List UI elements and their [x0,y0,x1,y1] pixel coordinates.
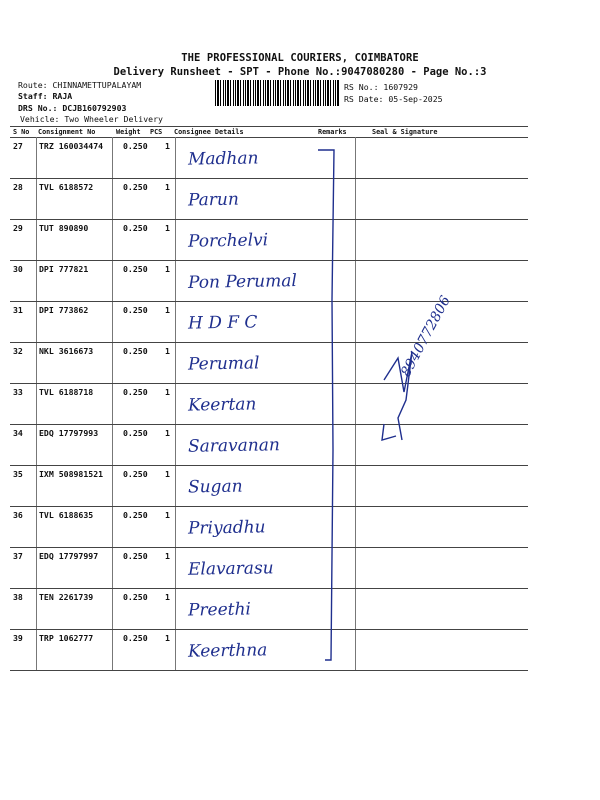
row-pcs: 1 [165,428,170,438]
row-weight: 0.250 [123,510,148,520]
row-consignment-no: EDQ 17797993 [39,428,99,438]
row-consignee-signature: Saravanan [187,435,280,457]
row-weight: 0.250 [123,551,148,561]
signature-phone: 8940772806 [398,293,454,380]
row-consignee-signature: Madhan [187,148,259,170]
col-header-seal: Seal & Signature [372,128,438,136]
row-pcs: 1 [165,387,170,397]
row-pcs: 1 [165,141,170,151]
row-sno: 34 [13,428,23,438]
row-consignee-signature: Keertan [187,394,257,416]
row-consignee-signature: H D F C [187,312,258,334]
row-consignee-signature: Preethi [187,599,252,621]
row-weight: 0.250 [123,469,148,479]
table-row [10,547,528,588]
table-row [10,383,528,424]
col-header-pcs: PCS [150,128,163,136]
row-weight: 0.250 [123,428,148,438]
table-top-border [10,126,528,127]
row-pcs: 1 [165,633,170,643]
row-weight: 0.250 [123,223,148,233]
route-label: Route: CHINNAMETTUPALAYAM [18,80,142,90]
row-consignment-no: EDQ 17797997 [39,551,99,561]
row-consignee-signature: Priyadhu [187,517,266,539]
table-row [10,506,528,547]
row-consignment-no: DPI 773862 [39,305,89,315]
row-consignment-no: TRP 1062777 [39,633,94,643]
drs-label: DRS No.: DCJB160792903 [18,103,127,113]
row-consignee-signature: Porchelvi [187,230,269,252]
col-header-consignment: Consignment No [38,128,96,136]
row-consignee-signature: Perumal [187,353,260,375]
row-weight: 0.250 [123,387,148,397]
row-consignment-no: TUT 890890 [39,223,89,233]
table-row [10,260,528,301]
row-pcs: 1 [165,305,170,315]
row-pcs: 1 [165,469,170,479]
row-sno: 39 [13,633,23,643]
document-title: THE PROFESSIONAL COURIERS, COIMBATORE [181,52,419,64]
table-row [10,629,528,670]
row-sno: 29 [13,223,23,233]
row-consignee-signature: Keerthna [187,640,268,662]
row-pcs: 1 [165,346,170,356]
table-row [10,465,528,506]
table-row [10,424,528,465]
row-weight: 0.250 [123,346,148,356]
table-row [10,178,528,219]
vehicle-label: Vehicle: Two Wheeler Delivery [20,114,163,124]
row-consignee-signature: Parun [187,189,240,211]
row-pcs: 1 [165,223,170,233]
row-sno: 30 [13,264,23,274]
table-row [10,588,528,629]
row-pcs: 1 [165,551,170,561]
col-header-sno: S No [13,128,30,136]
row-pcs: 1 [165,592,170,602]
row-consignment-no: NKL 3616673 [39,346,94,356]
table-row [10,342,528,383]
row-consignment-no: TVL 6188635 [39,510,94,520]
row-sno: 38 [13,592,23,602]
row-border [10,670,528,671]
col-header-consignee: Consignee Details [174,128,244,136]
row-weight: 0.250 [123,592,148,602]
row-pcs: 1 [165,510,170,520]
row-sno: 32 [13,346,23,356]
row-consignment-no: DPI 777821 [39,264,89,274]
row-sno: 28 [13,182,23,192]
barcode [215,80,339,106]
staff-label: Staff: RAJA [18,91,73,101]
row-pcs: 1 [165,182,170,192]
row-consignee-signature: Elavarasu [187,558,274,580]
row-consignment-no: IXM 508981521 [39,469,104,479]
table-row [10,137,528,178]
row-consignee-signature: Pon Perumal [187,271,298,293]
row-consignee-signature: Sugan [187,476,243,498]
row-consignment-no: TVL 6188718 [39,387,94,397]
row-sno: 37 [13,551,23,561]
table-row [10,219,528,260]
row-consignment-no: TVL 6188572 [39,182,94,192]
row-weight: 0.250 [123,182,148,192]
row-sno: 35 [13,469,23,479]
row-weight: 0.250 [123,264,148,274]
row-consignment-no: TEN 2261739 [39,592,94,602]
row-sno: 27 [13,141,23,151]
rs-date: RS Date: 05-Sep-2025 [344,94,443,104]
row-weight: 0.250 [123,141,148,151]
rs-number: RS No.: 1607929 [344,82,418,92]
col-header-weight: Weight [116,128,141,136]
row-weight: 0.250 [123,305,148,315]
row-consignment-no: TRZ 160034474 [39,141,104,151]
row-pcs: 1 [165,264,170,274]
row-sno: 36 [13,510,23,520]
document-subtitle: Delivery Runsheet - SPT - Phone No.:9047080280 - Page No.:3 [113,66,487,78]
row-sno: 33 [13,387,23,397]
col-header-remarks: Remarks [318,128,347,136]
row-sno: 31 [13,305,23,315]
row-weight: 0.250 [123,633,148,643]
